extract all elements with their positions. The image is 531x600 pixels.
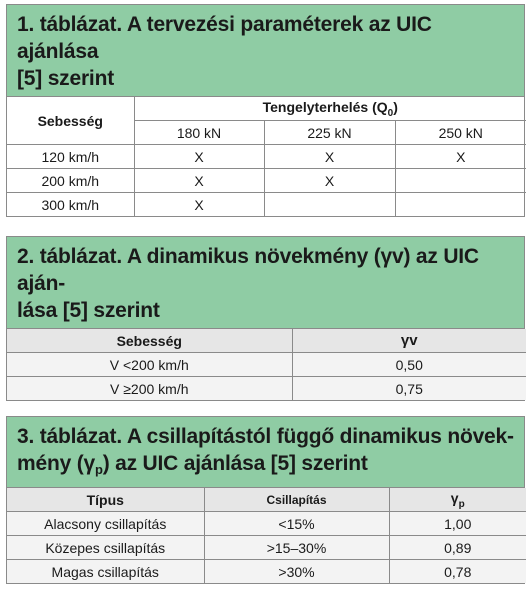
cell-mark: X <box>264 145 395 169</box>
cell-mark <box>395 169 526 193</box>
cell-mark: X <box>134 145 264 169</box>
cell-speed: 300 km/h <box>7 193 134 217</box>
table-row <box>7 193 526 217</box>
header-axle-load-sub: 0 <box>387 107 394 119</box>
cell-value: 0,50 <box>292 353 526 377</box>
header-speed: Sebesség <box>7 97 134 145</box>
cell-value: 1,00 <box>389 512 526 536</box>
cell-value: 0,75 <box>292 377 526 401</box>
header-gamma-v: γv <box>292 329 526 353</box>
header-gamma-p-sub: p <box>458 498 465 510</box>
table-3-caption-line-2 <box>17 450 514 483</box>
table-3-caption <box>7 417 524 488</box>
table-row <box>7 145 526 169</box>
cell-mark: X <box>264 169 395 193</box>
table-2-grid <box>7 329 526 400</box>
cell-speed: 120 km/h <box>7 145 134 169</box>
header-load-250: 250 kN <box>395 121 526 145</box>
cell-mark: X <box>134 169 264 193</box>
cell-type: Közepes csillapítás <box>7 536 204 560</box>
cell-speed: 200 km/h <box>7 169 134 193</box>
table-3 <box>6 416 525 584</box>
table-2-caption-line-2: lása [5] szerint <box>17 299 160 322</box>
header-type: Típus <box>7 488 204 512</box>
caption-text-end: ) az UIC ajánlása [5] szerint <box>102 452 368 475</box>
cell-speed: V <200 km/h <box>7 353 292 377</box>
cell-mark <box>395 193 526 217</box>
header-gamma-p-text: γ <box>450 489 459 506</box>
cell-mark <box>264 193 395 217</box>
cell-speed: V ≥200 km/h <box>7 377 292 401</box>
table-row <box>7 169 526 193</box>
cell-type: Magas csillapítás <box>7 560 204 584</box>
table-row <box>7 536 526 560</box>
table-row <box>7 377 526 401</box>
cell-value: 0,78 <box>389 560 526 584</box>
table-1-caption-line-2: [5] szerint <box>17 67 114 90</box>
cell-damping: >30% <box>204 560 389 584</box>
table-1-caption-line-1: 1. táblázat. A tervezési paraméterek az UIC ajánlása <box>17 13 432 63</box>
table-2 <box>6 236 525 401</box>
header-speed: Sebesség <box>7 329 292 353</box>
table-row <box>7 560 526 584</box>
caption-sub: p <box>94 462 103 477</box>
table-row <box>7 353 526 377</box>
table-row <box>7 512 526 536</box>
cell-value: 0,89 <box>389 536 526 560</box>
header-damping: Csillapítás <box>204 488 389 512</box>
table-1 <box>6 4 525 217</box>
table-3-grid <box>7 488 526 583</box>
header-axle-load-end: ) <box>393 98 398 115</box>
cell-type: Alacsony csillapítás <box>7 512 204 536</box>
table-1-caption <box>7 5 524 97</box>
table-2-caption <box>7 237 524 329</box>
cell-damping: <15% <box>204 512 389 536</box>
caption-text: mény (γ <box>17 452 95 475</box>
header-load-225: 225 kN <box>264 121 395 145</box>
table-2-caption-line-1: 2. táblázat. A dinamikus növekmény (γv) az UIC aján- <box>17 245 479 295</box>
header-load-180: 180 kN <box>134 121 264 145</box>
header-axle-load-text: Tengelyterhelés (Q <box>262 98 388 115</box>
cell-damping: >15–30% <box>204 536 389 560</box>
table-1-grid <box>7 97 526 216</box>
header-axle-load <box>134 97 526 121</box>
table-3-caption-line-1: 3. táblázat. A csillapítástól függő dinamikus növek- <box>17 425 514 448</box>
header-gamma-p <box>389 488 526 512</box>
cell-mark: X <box>134 193 264 217</box>
cell-mark: X <box>395 145 526 169</box>
